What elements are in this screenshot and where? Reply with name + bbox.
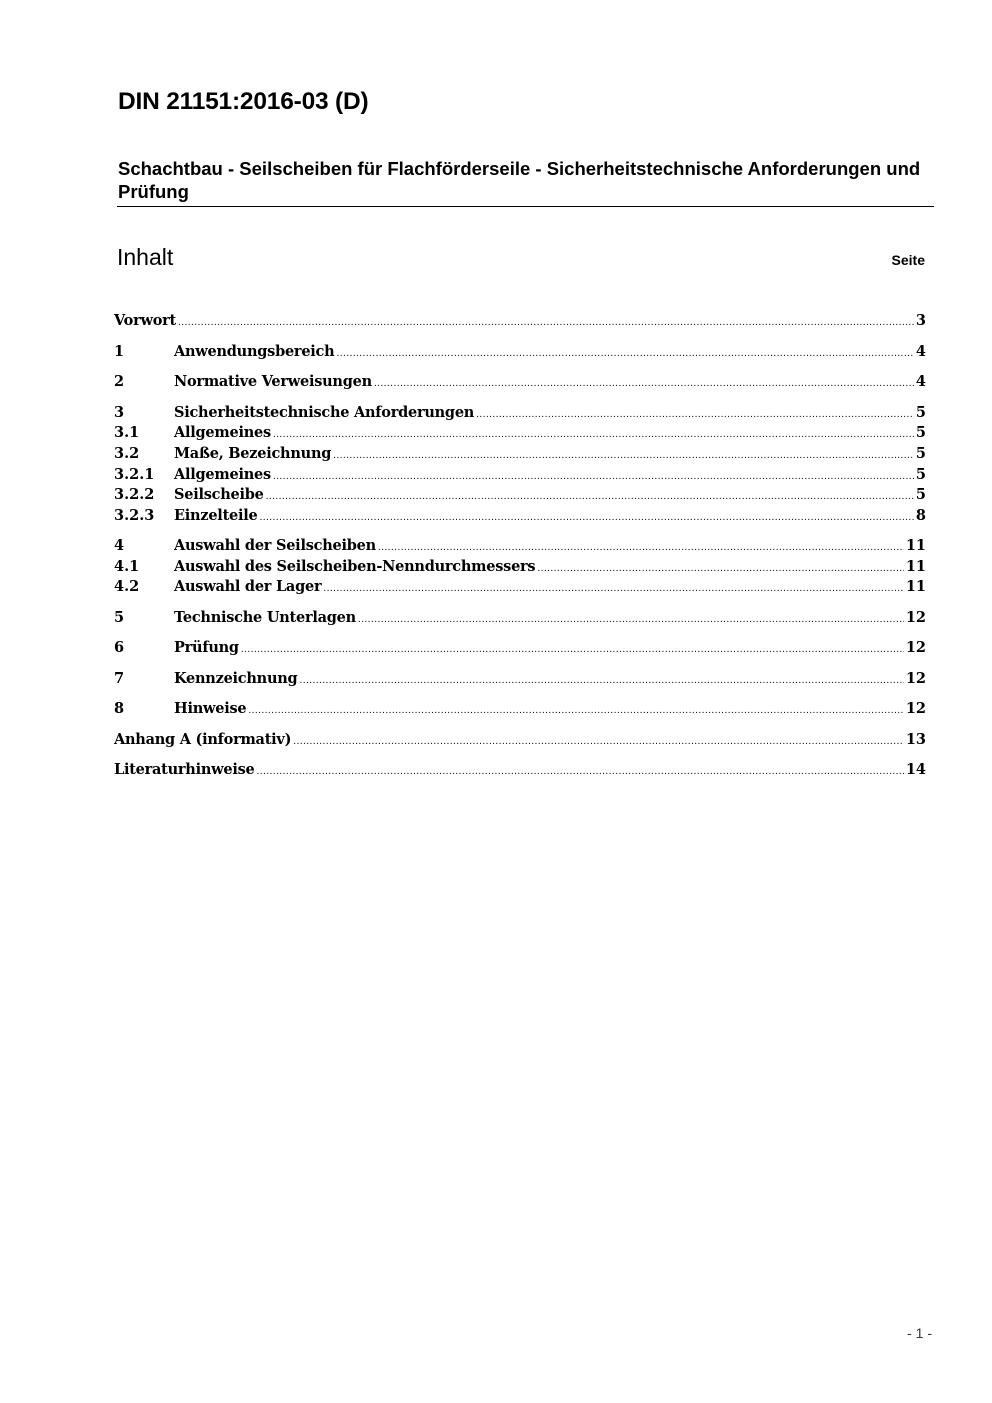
- toc-entry-title: Prüfung: [174, 639, 239, 656]
- leader-dots: [257, 762, 904, 782]
- toc-entry-title: Technische Unterlagen: [174, 609, 356, 626]
- toc-entry[interactable]: [114, 577, 926, 597]
- toc-entry-number: 3.1: [114, 424, 140, 441]
- leader-dots: [178, 313, 914, 333]
- toc-entry-page: 4: [915, 373, 926, 390]
- toc-entry-number: 4.1: [114, 558, 140, 575]
- toc-heading: Inhalt: [117, 244, 174, 270]
- leader-dots: [248, 701, 903, 721]
- toc-entry[interactable]: [114, 608, 926, 628]
- toc-entry-page: 4: [915, 343, 926, 360]
- toc-entry-title: Sicherheitstechnische Anforderungen: [174, 404, 475, 421]
- toc-entry[interactable]: [114, 342, 926, 362]
- toc-entry-number: 1: [114, 343, 125, 360]
- toc-entry-page: 5: [915, 466, 926, 483]
- toc-entry-number: 5: [114, 609, 125, 626]
- toc-entry-literatur[interactable]: [114, 760, 926, 780]
- leader-dots: [323, 579, 903, 599]
- toc-entry-vorwort[interactable]: [114, 311, 926, 331]
- toc-entry-page: 11: [905, 558, 926, 575]
- toc-entry-title: Hinweise: [174, 700, 247, 717]
- toc-entry[interactable]: [114, 638, 926, 658]
- toc-entry-page: 11: [905, 537, 926, 554]
- page-number: - 1 -: [907, 1325, 932, 1341]
- leader-dots: [299, 671, 903, 691]
- toc-entry-page: 12: [905, 639, 926, 656]
- toc-entry[interactable]: [114, 485, 926, 505]
- toc-entry-title: Auswahl der Seilscheiben: [174, 537, 376, 554]
- toc-entry-page: 8: [915, 507, 926, 524]
- toc-entry-number: 4: [114, 537, 125, 554]
- toc-entry-page: 5: [915, 424, 926, 441]
- toc-entry-title: Allgemeines: [174, 466, 271, 483]
- page-column-label: Seite: [891, 252, 925, 268]
- document-subtitle: Schachtbau - Seilscheiben für Flachförderseile - Sicherheitstechnische Anforderungen und Prüfung: [118, 158, 921, 202]
- toc-entry[interactable]: [114, 465, 926, 485]
- leader-dots: [374, 374, 914, 394]
- toc-entry-title: Einzelteile: [174, 507, 258, 524]
- leader-dots: [333, 446, 914, 466]
- toc-entry-page: 14: [905, 761, 926, 778]
- leader-dots: [273, 425, 914, 445]
- toc-entry-page: 3: [915, 312, 926, 329]
- toc-entry-title: Normative Verweisungen: [174, 373, 372, 390]
- toc-entry-title: Anwendungsbereich: [174, 343, 335, 360]
- toc-entry-title: Vorwort: [114, 312, 176, 329]
- leader-dots: [537, 559, 903, 579]
- leader-dots: [336, 344, 913, 364]
- toc-entry[interactable]: [114, 557, 926, 577]
- toc-entry-title: Auswahl des Seilscheiben-Nenndurchmessers: [174, 558, 536, 575]
- toc-entry-number: 3: [114, 404, 125, 421]
- toc-entry-number: 8: [114, 700, 125, 717]
- toc-entry[interactable]: [114, 403, 926, 423]
- leader-dots: [378, 538, 904, 558]
- toc-entry-page: 11: [905, 578, 926, 595]
- toc-entry-page: 5: [915, 486, 926, 503]
- leader-dots: [293, 732, 904, 752]
- toc-entry-title: Allgemeines: [174, 424, 271, 441]
- leader-dots: [266, 487, 914, 507]
- toc-entry-page: 12: [905, 700, 926, 717]
- toc-entry[interactable]: [114, 536, 926, 556]
- leader-dots: [241, 640, 904, 660]
- toc-entry-title: Anhang A (informativ): [114, 731, 292, 748]
- toc-entry-page: 12: [905, 670, 926, 687]
- toc-entry-number: 3.2: [114, 445, 140, 462]
- toc-entry-anhang[interactable]: [114, 730, 926, 750]
- toc-entry-title: Kennzeichnung: [174, 670, 298, 687]
- toc-entry[interactable]: [114, 372, 926, 392]
- toc-entry-page: 13: [905, 731, 926, 748]
- toc-entry-page: 12: [905, 609, 926, 626]
- toc-entry-page: 5: [915, 404, 926, 421]
- toc-entry-page: 5: [915, 445, 926, 462]
- toc-entry[interactable]: [114, 506, 926, 526]
- toc-entry[interactable]: [114, 444, 926, 464]
- document-id: DIN 21151:2016-03 (D): [118, 88, 369, 115]
- toc-entry-number: 3.2.1: [114, 466, 155, 483]
- leader-dots: [273, 467, 914, 487]
- toc-entry-title: Auswahl der Lager: [174, 578, 322, 595]
- toc-entry-title: Maße, Bezeichnung: [174, 445, 332, 462]
- toc-entry-number: 3.2.3: [114, 507, 155, 524]
- toc-entry[interactable]: [114, 699, 926, 719]
- toc-entry-number: 2: [114, 373, 125, 390]
- toc-entry-number: 3.2.2: [114, 486, 155, 503]
- toc-entry-number: 7: [114, 670, 125, 687]
- toc-entry[interactable]: [114, 669, 926, 689]
- toc-entry-number: 6: [114, 639, 125, 656]
- leader-dots: [260, 508, 914, 528]
- toc-entry-number: 4.2: [114, 578, 140, 595]
- toc-entry-title: Seilscheibe: [174, 486, 264, 503]
- leader-dots: [358, 610, 904, 630]
- subtitle-underline: [117, 206, 934, 207]
- leader-dots: [476, 405, 914, 425]
- toc-entry-title: Literaturhinweise: [114, 761, 255, 778]
- toc-entry[interactable]: [114, 423, 926, 443]
